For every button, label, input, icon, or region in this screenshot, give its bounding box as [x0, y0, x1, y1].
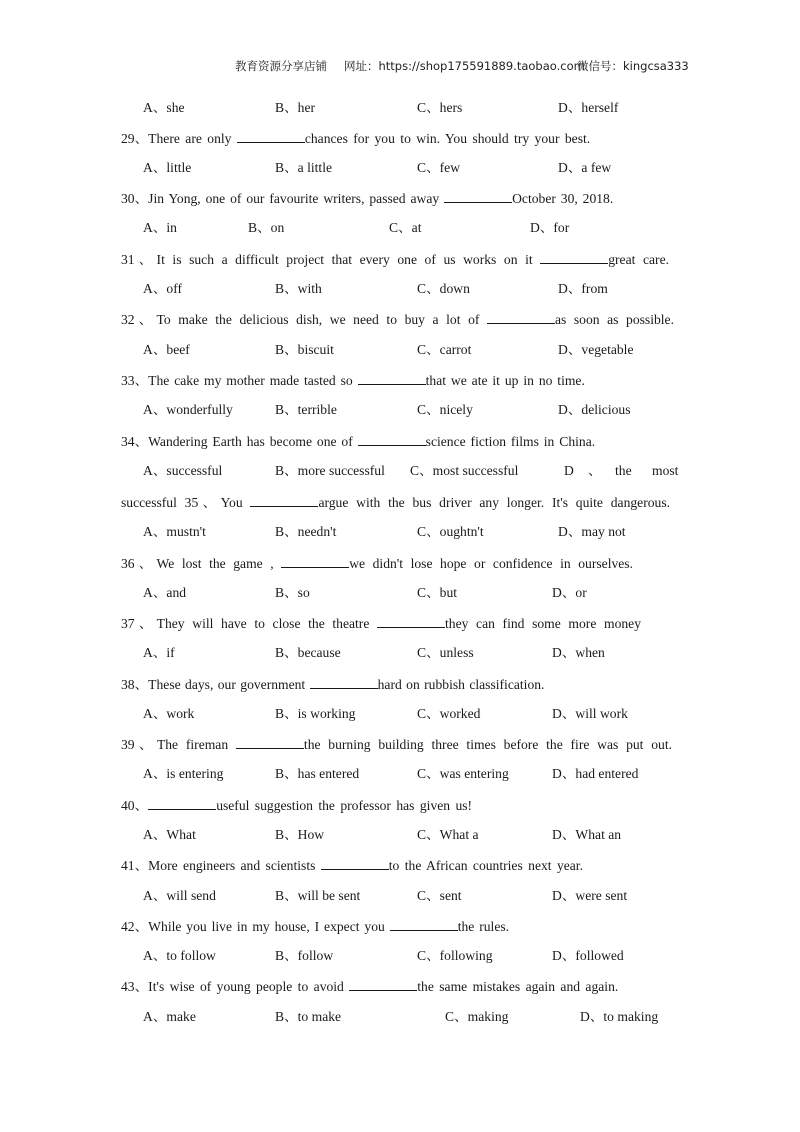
option-b: B、follow	[275, 948, 334, 963]
option-b: B、biscuit	[275, 342, 334, 357]
option-d: D、to making	[580, 1009, 659, 1024]
option-d: D、had entered	[552, 766, 639, 781]
option-a: A、What	[143, 827, 196, 842]
option-c: C、making	[445, 1009, 509, 1024]
option-c: C、oughtn't	[417, 524, 484, 539]
question-38	[0, 673, 800, 695]
option-d: D、followed	[552, 948, 624, 963]
option-d: D、a few	[558, 160, 612, 175]
option-a: A、mustn't	[143, 524, 206, 539]
option-c: C、down	[417, 281, 470, 296]
options-q30	[0, 217, 800, 239]
option-d-separator: 、	[588, 463, 602, 478]
option-b: B、has entered	[275, 766, 360, 781]
question-text: 31、It is such a difficult project that every one of us works on it	[121, 252, 541, 267]
question-text: great care.	[608, 252, 670, 267]
option-b: B、more successful	[275, 463, 385, 478]
option-d: D、or	[552, 585, 587, 600]
question-text: chances for you to win. You should try your best.	[304, 131, 591, 146]
option-c: C、nicely	[417, 402, 473, 417]
option-b: B、because	[275, 645, 341, 660]
option-c: C、most successful	[410, 463, 519, 478]
option-d: D、were sent	[552, 888, 628, 903]
answer-blank	[310, 673, 378, 689]
option-d: D、delicious	[558, 402, 631, 417]
question-text: the burning building three times before the fire was put out.	[303, 737, 673, 752]
option-a: A、will send	[143, 888, 216, 903]
option-c: C、unless	[417, 645, 474, 660]
option-d: D、vegetable	[558, 342, 634, 357]
question-text: 43、It's wise of young people to avoid	[121, 979, 350, 994]
option-b: B、terrible	[275, 402, 337, 417]
question-text: successful 35、You	[121, 495, 251, 510]
option-d: D、from	[558, 281, 608, 296]
option-b: B、with	[275, 281, 322, 296]
option-b: B、needn't	[275, 524, 337, 539]
answer-blank	[237, 127, 305, 143]
option-c: C、worked	[417, 706, 481, 721]
option-c: C、What a	[417, 827, 479, 842]
question-text: 40、	[121, 798, 149, 813]
question-39	[0, 733, 800, 755]
options-q31	[0, 278, 800, 300]
option-d: D、when	[552, 645, 605, 660]
option-b: B、her	[275, 100, 316, 115]
question-text: October 30, 2018.	[512, 191, 614, 206]
shop-name: 教育资源分享店铺	[235, 59, 327, 73]
question-40	[0, 794, 800, 816]
option-c: C、but	[417, 585, 458, 600]
answer-blank	[250, 491, 318, 507]
option-a: A、in	[143, 220, 177, 235]
question-text: useful suggestion the professor has given us!	[216, 798, 473, 813]
answer-blank	[321, 854, 389, 870]
option-c: C、sent	[417, 888, 462, 903]
answer-blank	[358, 369, 426, 385]
question-29	[0, 127, 800, 149]
answer-blank	[487, 308, 555, 324]
question-text: 42、While you live in my house, I expect you	[121, 919, 390, 934]
question-text: 32、To make the delicious dish, we need to buy a lot of	[121, 312, 487, 327]
question-text: 41、More engineers and scientists	[121, 858, 321, 873]
question-text: argue with the bus driver any longer. It's quite dangerous.	[318, 495, 671, 510]
question-text: to the African countries next year.	[388, 858, 583, 873]
option-b: B、is working	[275, 706, 356, 721]
question-34	[0, 430, 800, 452]
question-text: 39、The fireman	[121, 737, 236, 752]
options-q28	[0, 97, 800, 119]
answer-blank	[390, 915, 458, 931]
question-text: 33、The cake my mother made tasted so	[121, 373, 358, 388]
option-d-text: the	[615, 463, 632, 478]
option-c: C、few	[417, 160, 461, 175]
question-43	[0, 975, 800, 997]
question-text: 30、Jin Yong, one of our favourite writers, passed away	[121, 191, 445, 206]
option-a: A、make	[143, 1009, 196, 1024]
question-30	[0, 187, 800, 209]
question-text: we didn't lose hope or confidence in ourselves.	[349, 556, 633, 571]
options-q32	[0, 339, 800, 361]
options-q35	[0, 521, 800, 543]
question-37	[0, 612, 800, 634]
options-q40	[0, 824, 800, 846]
question-text: as soon as possible.	[554, 312, 674, 327]
option-b: B、on	[248, 220, 285, 235]
options-q43	[0, 1006, 800, 1028]
options-q36	[0, 582, 800, 604]
answer-blank	[444, 187, 512, 203]
option-d: D、may not	[558, 524, 626, 539]
option-a: A、to follow	[143, 948, 216, 963]
question-text: they can find some more money	[445, 616, 641, 631]
option-c: C、was entering	[417, 766, 509, 781]
option-c: C、following	[417, 948, 493, 963]
question-text: 37、They will have to close the theatre	[121, 616, 377, 631]
answer-blank	[358, 430, 426, 446]
question-text: 29、There are only	[121, 131, 237, 146]
option-c: C、at	[389, 220, 422, 235]
option-d: D、What an	[552, 827, 622, 842]
option-a: A、beef	[143, 342, 190, 357]
option-d: D、herself	[558, 100, 619, 115]
options-q38	[0, 703, 800, 725]
options-q39	[0, 763, 800, 785]
option-d: D、for	[530, 220, 570, 235]
option-a: A、off	[143, 281, 183, 296]
question-31	[0, 248, 800, 270]
question-41	[0, 854, 800, 876]
option-d-text: most	[652, 463, 679, 478]
option-d: D	[564, 463, 574, 478]
answer-blank	[349, 975, 417, 991]
question-text: science fiction films in China.	[425, 434, 596, 449]
option-b: B、a little	[275, 160, 333, 175]
question-text: that we ate it up in no time.	[425, 373, 585, 388]
option-a: A、wonderfully	[143, 402, 233, 417]
options-q34	[0, 460, 800, 482]
option-b: B、so	[275, 585, 310, 600]
option-a: A、little	[143, 160, 192, 175]
answer-blank	[377, 612, 445, 628]
answer-blank	[236, 733, 304, 749]
option-b: B、will be sent	[275, 888, 361, 903]
options-q42	[0, 945, 800, 967]
question-33	[0, 369, 800, 391]
question-text: the rules.	[457, 919, 510, 934]
options-q37	[0, 642, 800, 664]
options-q41	[0, 885, 800, 907]
question-32	[0, 308, 800, 330]
question-text: hard on rubbish classification.	[377, 677, 545, 692]
option-b: B、How	[275, 827, 325, 842]
option-a: A、work	[143, 706, 195, 721]
question-text: the same mistakes again and again.	[417, 979, 619, 994]
option-b: B、to make	[275, 1009, 342, 1024]
shop-url: 网址：https://shop175591889.taobao.com	[344, 59, 585, 73]
wechat-id: 微信号：kingcsa333	[577, 59, 689, 73]
question-36	[0, 552, 800, 574]
option-a: A、if	[143, 645, 175, 660]
option-a: A、is entering	[143, 766, 224, 781]
option-a: A、she	[143, 100, 185, 115]
option-a: A、and	[143, 585, 187, 600]
options-q33	[0, 399, 800, 421]
question-35	[0, 491, 800, 513]
answer-blank	[281, 552, 349, 568]
option-c: C、carrot	[417, 342, 472, 357]
question-42	[0, 915, 800, 937]
option-c: C、hers	[417, 100, 463, 115]
question-text: 38、These days, our government	[121, 677, 310, 692]
option-a: A、successful	[143, 463, 223, 478]
question-text: 36、We lost the game ,	[121, 556, 282, 571]
option-d: D、will work	[552, 706, 628, 721]
answer-blank	[148, 794, 216, 810]
question-text: 34、Wandering Earth has become one of	[121, 434, 358, 449]
answer-blank	[540, 248, 608, 264]
options-q29	[0, 157, 800, 179]
